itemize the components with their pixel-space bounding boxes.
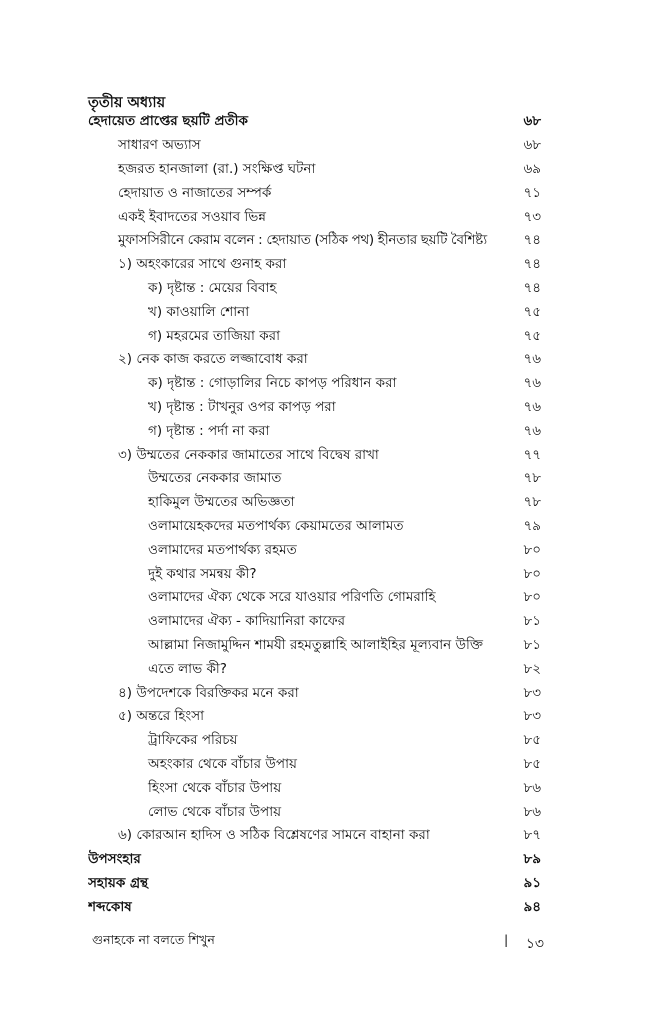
toc-entry-page: ৮৫ xyxy=(523,755,541,772)
toc-entry-title: লোভ থেকে বাঁচার উপায় xyxy=(148,803,282,820)
toc-entry xyxy=(88,681,541,705)
footer-book-title: গুনাহকে না বলতে শিখুন xyxy=(92,932,215,947)
toc-entry xyxy=(88,657,541,681)
toc-entry-page: ৮৫ xyxy=(523,732,541,749)
toc-entry xyxy=(88,824,541,848)
footer-page-number: ১৩ xyxy=(525,936,544,952)
toc-entry-page: ৮৩ xyxy=(523,708,541,725)
toc-entry-title: ২) নেক কাজ করতে লজ্জাবোধ করা xyxy=(118,351,308,368)
toc-entry-page: ৭৯ xyxy=(523,517,541,534)
toc-entry xyxy=(88,419,541,443)
toc-entry xyxy=(88,491,541,515)
toc-entry-title: ওলামাদের ঐক্য থেকে সরে যাওয়ার পরিণতি গোমরাহি xyxy=(148,589,436,606)
toc-entry-title: ওলামায়েহকদের মতপার্থক্য কেয়ামতের আলামত xyxy=(148,517,404,534)
toc-entry-title: হেদায়েত প্রাপ্তের ছয়টি প্রতীক xyxy=(88,113,248,130)
toc-entry-title: ওলামাদের ঐক্য - কাদিয়ানিরা কাফের xyxy=(148,613,346,630)
toc-entry-title: গ) দৃষ্টান্ত : পর্দা না করা xyxy=(148,422,270,439)
toc-entry-title: উম্মতের নেককার জামাত xyxy=(148,470,282,487)
toc-entry-title: ট্রাফিকের পরিচয় xyxy=(148,732,238,749)
toc-entry-page: ৭৩ xyxy=(523,208,541,225)
toc-entry-page: ৭৪ xyxy=(523,232,541,249)
toc-entry-page: ৮০ xyxy=(523,541,541,558)
toc-entry-page: ৭৬ xyxy=(523,375,541,392)
page-footer xyxy=(92,932,544,952)
toc-entry-title: ওলামাদের মতপার্থক্য রহমত xyxy=(148,541,297,558)
toc-entry xyxy=(88,562,541,586)
toc-entry xyxy=(88,538,541,562)
toc-entry xyxy=(88,277,541,301)
toc-entry-page: ৮৩ xyxy=(523,684,541,701)
toc-entry xyxy=(88,134,541,158)
toc-entry xyxy=(88,110,541,134)
toc-entry-page: ৭৪ xyxy=(523,256,541,273)
toc-entry-page: ৭১ xyxy=(523,184,541,201)
table-of-contents xyxy=(88,110,541,919)
toc-entry-title: হজরত হানজালা (রা.) সংক্ষিপ্ত ঘটনা xyxy=(118,160,316,177)
toc-entry-page: ৮০ xyxy=(523,565,541,582)
toc-entry-title: ৫) অন্তরে হিংসা xyxy=(118,708,205,725)
toc-entry-title: হাকিমুল উম্মতের অভিজ্ঞতা xyxy=(148,494,295,511)
toc-entry xyxy=(88,396,541,420)
toc-entry-title: খ) দৃষ্টান্ত : টাখনুর ওপর কাপড় পরা xyxy=(148,398,336,415)
toc-entry-page: ৮৬ xyxy=(523,779,541,796)
toc-entry xyxy=(88,348,541,372)
toc-entry xyxy=(88,300,541,324)
toc-entry xyxy=(88,705,541,729)
toc-entry-title: একই ইবাদতের সওয়াব ভিন্ন xyxy=(118,208,266,225)
toc-entry-page: ৬৮ xyxy=(523,113,541,130)
toc-entry-page: ৭৪ xyxy=(523,279,541,296)
toc-entry-page: ৭৭ xyxy=(523,446,541,463)
toc-entry-page: ৮২ xyxy=(523,660,541,677)
toc-entry xyxy=(88,848,541,872)
toc-entry-title: ৩) উম্মতের নেককার জামাতের সাথে বিদ্বেষ রাখা xyxy=(118,446,379,463)
toc-entry-title: অহংকার থেকে বাঁচার উপায় xyxy=(148,755,297,772)
toc-entry xyxy=(88,515,541,539)
toc-entry-page: ৮১ xyxy=(523,613,541,630)
toc-entry-page: ৭৬ xyxy=(523,422,541,439)
toc-entry-title: হিংসা থেকে বাঁচার উপায় xyxy=(148,779,282,796)
toc-entry-page: ৭৬ xyxy=(523,398,541,415)
toc-entry-title: হেদায়াত ও নাজাতের সম্পর্ক xyxy=(118,184,272,201)
toc-entry xyxy=(88,872,541,896)
chapter-heading: তৃতীয় অধ্যায় xyxy=(88,95,166,111)
toc-entry-page: ৬৯ xyxy=(523,160,541,177)
toc-entry-page: ৭৫ xyxy=(523,327,541,344)
toc-entry-page: ৯১ xyxy=(523,874,541,891)
toc-entry-title: ৪) উপদেশকে বিরক্তিকর মনে করা xyxy=(118,684,299,701)
toc-entry xyxy=(88,372,541,396)
toc-entry-title: সহায়ক গ্রন্থ xyxy=(88,874,149,891)
toc-entry xyxy=(88,229,541,253)
toc-entry xyxy=(88,443,541,467)
toc-entry-title: শব্দকোষ xyxy=(88,898,132,915)
toc-entry-title: এতে লাভ কী? xyxy=(148,660,227,677)
toc-entry xyxy=(88,181,541,205)
toc-entry-page: ৮১ xyxy=(523,636,541,653)
toc-entry xyxy=(88,158,541,182)
toc-entry xyxy=(88,776,541,800)
toc-entry-title: মুফাসসিরীনে কেরাম বলেন : হেদায়াত (সঠিক পথ) হীনতার ছয়টি বৈশিষ্ট্য xyxy=(118,232,487,249)
toc-entry xyxy=(88,467,541,491)
toc-entry-page: ৭৮ xyxy=(523,470,541,487)
toc-entry-title: ৬) কোরআন হাদিস ও সঠিক বিশ্লেষণের সামনে বাহানা করা xyxy=(118,827,430,844)
toc-entry-page: ৭৫ xyxy=(523,303,541,320)
toc-entry-title: গ) মহরমের তাজিয়া করা xyxy=(148,327,280,344)
toc-entry xyxy=(88,634,541,658)
toc-entry-title: ক) দৃষ্টান্ত : মেয়ের বিবাহ xyxy=(148,279,277,296)
toc-entry xyxy=(88,800,541,824)
toc-entry-page: ৭৮ xyxy=(523,494,541,511)
toc-entry-title: ১) অহংকারের সাথে গুনাহ করা xyxy=(118,256,287,273)
toc-entry-title: উপসংহার xyxy=(88,851,141,868)
toc-entry-page: ৬৮ xyxy=(523,137,541,154)
toc-entry-page: ৮৭ xyxy=(523,827,541,844)
toc-entry xyxy=(88,586,541,610)
toc-entry-title: দুই কথার সমন্বয় কী? xyxy=(148,565,257,582)
footer-separator: | xyxy=(504,932,509,947)
toc-entry xyxy=(88,729,541,753)
toc-entry xyxy=(88,324,541,348)
toc-entry-page: ৯৪ xyxy=(523,898,541,915)
toc-entry xyxy=(88,895,541,919)
toc-entry-page: ৮০ xyxy=(523,589,541,606)
toc-entry xyxy=(88,253,541,277)
toc-entry xyxy=(88,610,541,634)
toc-entry-page: ৮৯ xyxy=(523,851,541,868)
toc-entry-title: ক) দৃষ্টান্ত : গোড়ালির নিচে কাপড় পরিধান করা xyxy=(148,375,397,392)
toc-entry-page: ৭৬ xyxy=(523,351,541,368)
toc-entry xyxy=(88,205,541,229)
toc-entry-title: সাধারণ অভ্যাস xyxy=(118,137,201,154)
toc-entry-title: আল্লামা নিজামুদ্দিন শামযী রহমতুল্লাহি আলাইহির মূল্যবান উক্তি xyxy=(148,636,483,653)
toc-entry-page: ৮৬ xyxy=(523,803,541,820)
toc-entry-title: খ) কাওয়ালি শোনা xyxy=(148,303,250,320)
toc-entry xyxy=(88,753,541,777)
